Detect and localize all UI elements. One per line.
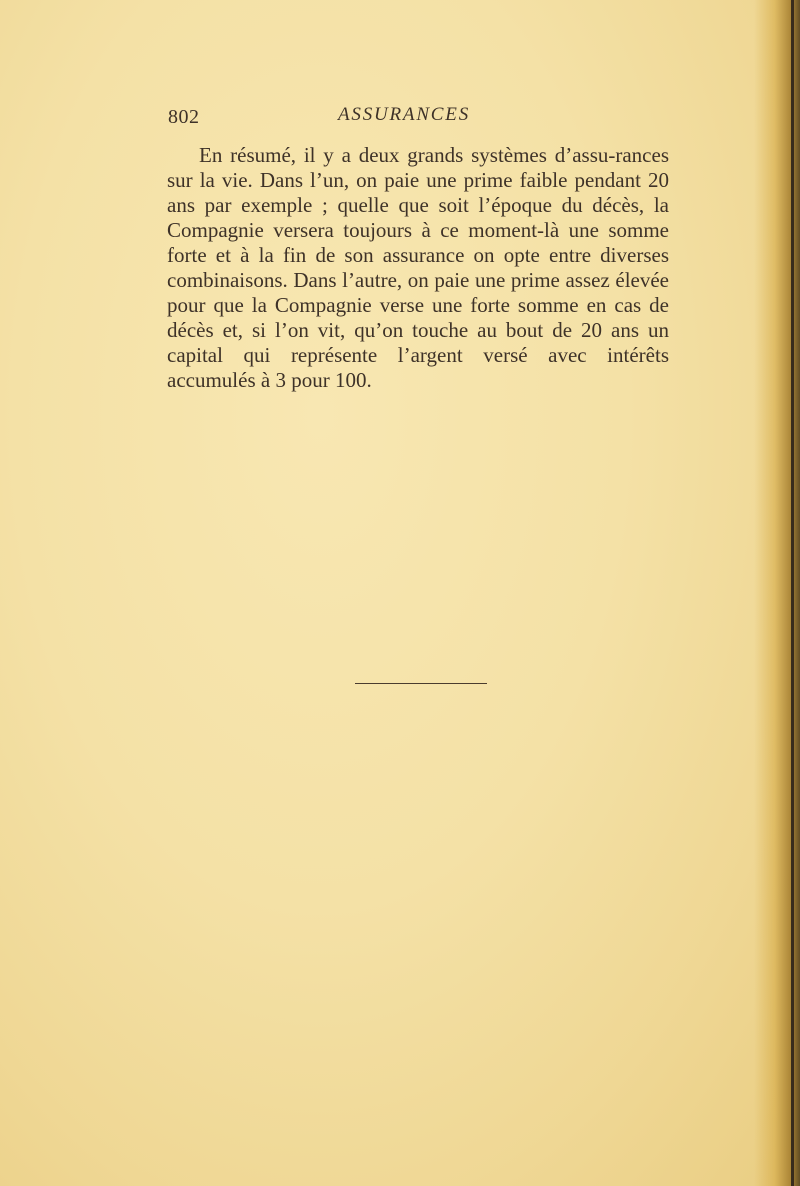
page-number: 802: [168, 106, 200, 128]
body-paragraph: En résumé, il y a deux grands systèmes d’assu-rances sur la vie. Dans l’un, on paie une prime faible pendant 20 ans par exemple ; quelle que soit l’époque du décès, la Compagnie versera toujours à ce moment-là une somme forte et à la fin de son assurance on opte entre diverses combinaisons. Dans l’autre, on paie une prime assez élevée pour que la Compagnie verse une forte somme en cas de décès et, si l’on vit, qu’on touche au bout de 20 ans un capital qui représente l’argent versé avec intérêts accumulés à 3 pour 100.: [167, 143, 669, 392]
running-title: ASSURANCES: [338, 104, 470, 125]
page-edge: [791, 0, 794, 1186]
section-end-rule: [355, 683, 487, 684]
